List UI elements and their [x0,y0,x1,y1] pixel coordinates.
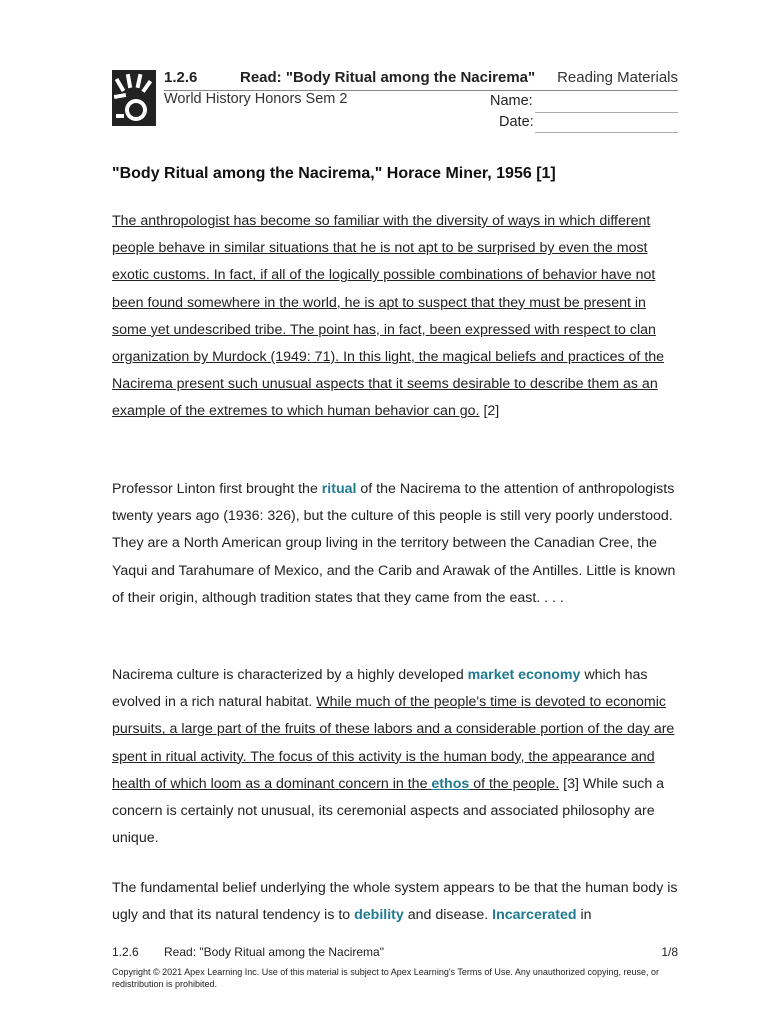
text-segment: which has evolved in a rich natural habitat. [112,667,648,711]
document-header [112,68,678,134]
header-title-row [164,68,678,91]
footer-lesson-number: 1.2.6 [112,945,139,959]
vocab-word-ethos[interactable]: ethos [431,775,470,792]
underlined-passage: The anthropologist has become so familiar with the diversity of ways in which different people behave in similar situations that he is not apt to be surprised by even the most exotic customs. In fact, if all of the logically possible combinations of behavior have not been found somewhere in the world, he is apt to suspect that they must be present in some yet undescribed tribe. The point has, in fact, been expressed with respect to clan organization by Murdock (1949: 71). In this light, the magical beliefs and practices of the Nacirema present such unusual aspects that it seems desirable to describe them as an example of the extremes to which human behavior can go. [112,213,665,420]
text-segment: Professor Linton first brought the [112,481,322,497]
apex-sun-logo-icon [112,70,156,126]
vocab-word-debility[interactable]: debility [354,907,404,924]
lesson-number: 1.2.6 [164,69,198,86]
paragraph-2 [112,476,682,612]
footnote-ref: [2] [479,403,500,420]
underlined-passage: of the people. [469,775,560,792]
text-segment: The fundamental belief underlying the whole system appears to be that the human body is ugly and that its natural tendency is to [112,880,678,924]
footer-title: Read: "Body Ritual among the Nacirema" [164,945,384,959]
date-field[interactable] [535,132,678,133]
text-segment: of the Nacirema to the attention of anthropologists twenty years ago (1936: 326), but the culture of this people is still very poorly understood. They are a North American group living in the territory between the Canadian Cree, the Yaqui and Tarahumare of Mexico, and the Carib and Arawak of the Antilles. Little is known of their origin, although tradition states that they came from the east. . . . [112,481,676,606]
name-field[interactable] [535,112,678,113]
underlined-passage: While much of the people's time is devoted to economic pursuits, a large part of the fruits of these labors and a considerable portion of the day are spent in ritual activity. The focus of this activity is the human body, the appearance and health of which loom as a dominant concern in the [112,694,675,792]
text-segment: and disease. [403,907,493,924]
paragraph-3 [112,662,682,852]
reading-category: Reading Materials [557,69,678,86]
reading-title: Read: "Body Ritual among the Nacirema" [240,69,536,86]
text-segment: Nacirema culture is characterized by a highly developed [112,667,468,683]
name-label: Name: [490,93,533,109]
vocab-word-incarcerated[interactable]: Incarcerated [492,907,577,924]
text-segment: in [576,907,592,924]
copyright-notice: Copyright © 2021 Apex Learning Inc. Use of this material is subject to Apex Learning's Terms of Use. Any unauthorized copying, reuse, or redistribution is prohibited. [112,967,659,989]
vocab-word-ritual[interactable]: ritual [321,481,357,497]
page-number: 1/8 [661,945,678,959]
article-title: "Body Ritual among the Nacirema," Horace Miner, 1956 [1] [112,165,556,182]
course-name: World History Honors Sem 2 [164,91,348,107]
paragraph-1 [112,208,682,426]
paragraph-4 [112,875,682,929]
date-label: Date: [499,114,534,130]
vocab-word-market-economy[interactable]: market economy [467,667,581,683]
text-segment: [3] While such a concern is certainly not unusual, its ceremonial aspects and associated philosophy are unique. [112,775,665,847]
